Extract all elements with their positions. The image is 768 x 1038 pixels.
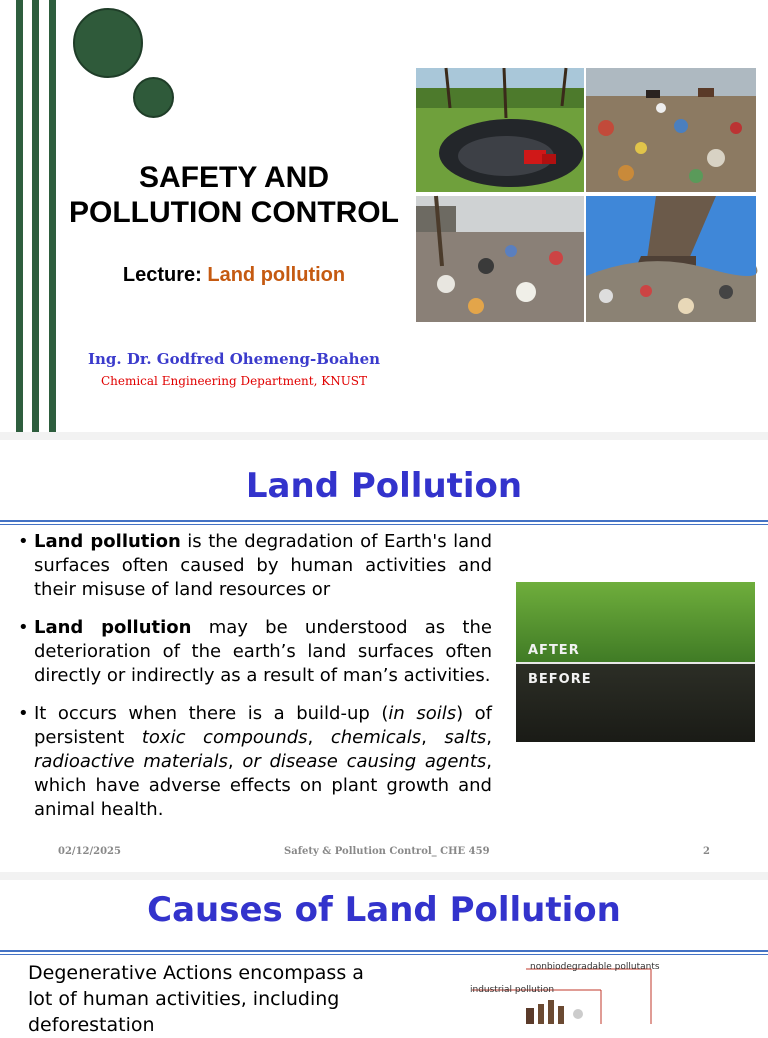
diagram-label-industrial: industrial pollution: [470, 985, 555, 995]
author-department: Chemical Engineering Department, KNUST: [100, 374, 368, 388]
before-label: BEFORE: [528, 672, 592, 687]
title-rule: [0, 954, 768, 955]
diagram-label-nonbiodegradable: nonbiodegradable pollutants: [530, 962, 660, 972]
slide-divider: [0, 432, 768, 440]
lecture-subtitle: Lecture: Land pollution: [122, 264, 346, 286]
causes-slide: [0, 880, 768, 1036]
footer-page-number: 2: [703, 846, 710, 857]
decor-bar: [16, 0, 23, 432]
photo-polluted-field: [416, 68, 584, 192]
photo-garbage-truck-dump: [586, 196, 756, 322]
photo-dumpsite-goats: [586, 68, 756, 192]
footer-course: Safety & Pollution Control_ CHE 459: [284, 846, 490, 857]
decor-circle-large: [73, 8, 143, 78]
bullet-item: • Land pollution is the degradation of Earth's land surfaces often caused by human activities and their misuse of land resources or: [18, 531, 492, 600]
slide-title: Causes of Land Pollution: [147, 890, 621, 930]
slide-divider: [0, 872, 768, 880]
bullet-item: • Land pollution may be understood as the deterioration of the earth’s land surfaces often directly or indirectly as a result of man’s activities.: [18, 617, 492, 686]
bullet-item: • It occurs when there is a build-up (in soils) of persistent toxic compounds, chemicals, salts, radioactive materials, or disease causing agents, which have adverse effects on plant growth and animal health.: [18, 703, 493, 820]
bullet-list: [18, 530, 492, 836]
decor-bar: [32, 0, 39, 432]
title-rule: [0, 524, 768, 525]
decor-bar: [49, 0, 56, 432]
after-label: AFTER: [528, 643, 580, 658]
title-slide: [0, 0, 768, 432]
causes-text: Degenerative Actions encompass a lot of human activities, including deforestation: [28, 962, 364, 1036]
title-rule: [0, 520, 768, 522]
photo-street-waste: [416, 196, 584, 322]
footer-date: 02/12/2025: [58, 846, 121, 857]
title-rule: [0, 950, 768, 952]
author-name: Ing. Dr. Godfred Ohemeng-Boahen: [87, 350, 381, 368]
decor-circle-small: [133, 77, 174, 118]
land-pollution-slide: [0, 440, 768, 872]
image-after-before-soil: [516, 582, 755, 742]
presentation-title: SAFETY AND POLLUTION CONTROL: [69, 161, 399, 229]
slide-title: Land Pollution: [245, 466, 523, 506]
